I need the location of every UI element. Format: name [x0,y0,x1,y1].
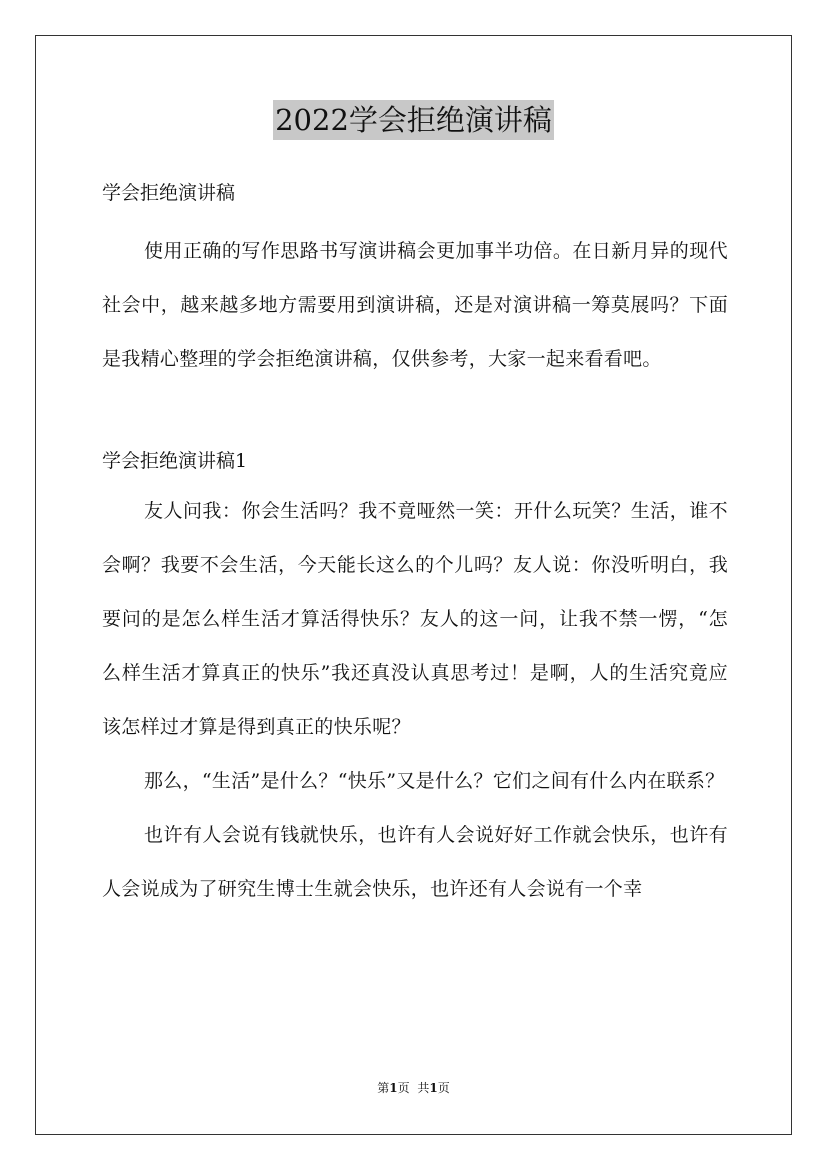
page-current: 1 [389,1081,398,1095]
total-prefix: 共 [417,1081,430,1095]
body-paragraph-3: 也许有人会说有钱就快乐，也许有人会说好好工作就会快乐，也许有人会说成为了研究生博士生就会快乐，也许还有人会说有一个幸 [102,824,728,900]
subtitle: 学会拒绝演讲稿 [102,182,236,204]
page-total: 1 [429,1081,438,1095]
document-title: 2022学会拒绝演讲稿 [273,100,554,140]
body-paragraph-2: 那么，“生活”是什么？“快乐”又是什么？它们之间有什么内在联系？ [144,770,725,792]
section-gap [102,386,728,438]
title-container [0,100,827,140]
page-prefix: 第 [377,1081,390,1095]
total-suffix: 页 [437,1081,450,1095]
page-suffix: 页 [397,1081,410,1095]
page-footer [0,1080,827,1096]
intro-paragraph: 使用正确的写作思路书写演讲稿会更加事半功倍。在日新月异的现代社会中，越来越多地方需要用到演讲稿，还是对演讲稿一筹莫展吗？下面是我精心整理的学会拒绝演讲稿，仅供参考，大家一起来看看吧。 [102,240,728,370]
document-body [102,170,728,916]
section-heading: 学会拒绝演讲稿1 [102,450,248,472]
body-paragraph-1: 友人问我：你会生活吗？我不竟哑然一笑：开什么玩笑？生活，谁不会啊？我要不会生活，今天能长这么的个儿吗？友人说：你没听明白，我要问的是怎么样生活才算活得快乐？友人的这一问，让我不禁一愣，“怎么样生活才算真正的快乐”我还真没认真思考过！是啊，人的生活究竟应该怎样过才算是得到真正的快乐呢？ [102,500,728,738]
